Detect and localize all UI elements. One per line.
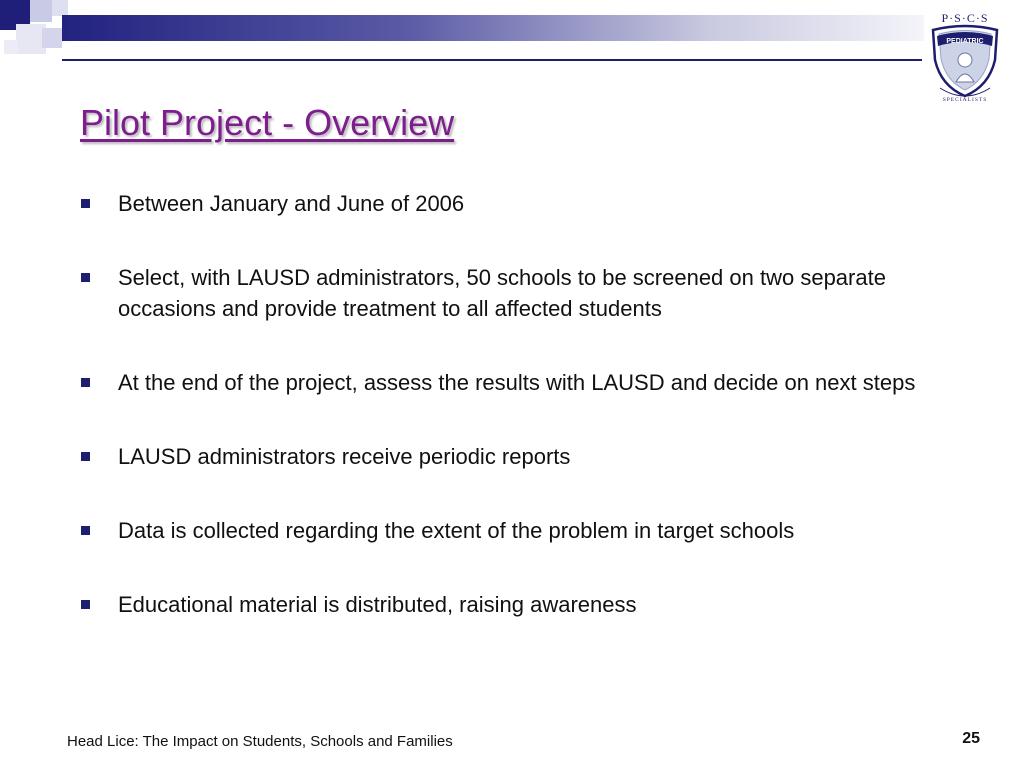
decor-square [52, 0, 68, 16]
list-item [80, 589, 940, 620]
logo-top-text: P·S·C·S [941, 11, 989, 25]
decor-square [4, 40, 18, 54]
footer-text: Head Lice: The Impact on Students, Schools and Families [67, 733, 453, 750]
decor-square [42, 28, 62, 48]
square-bullet-icon [81, 378, 90, 387]
list-item [80, 367, 940, 398]
list-item [80, 188, 940, 219]
list-item [80, 441, 940, 472]
list-item [80, 262, 940, 324]
square-bullet-icon [81, 526, 90, 535]
header-rule [62, 59, 922, 61]
decor-square [30, 0, 52, 22]
page-title: Pilot Project - Overview [80, 102, 455, 143]
bullet-text: At the end of the project, assess the results with LAUSD and decide on next steps [118, 370, 916, 395]
bullet-list [80, 188, 940, 663]
bullet-text: Select, with LAUSD administrators, 50 schools to be screened on two separate occasions and provide treatment to all affected students [118, 265, 886, 321]
logo-banner-text: PEDIATRIC [946, 38, 984, 45]
square-bullet-icon [81, 199, 90, 208]
bullet-text: LAUSD administrators receive periodic reports [118, 444, 571, 469]
square-bullet-icon [81, 600, 90, 609]
bullet-text: Educational material is distributed, raising awareness [118, 592, 637, 617]
pscs-shield-logo-icon [922, 8, 1008, 104]
header-gradient-band [62, 15, 924, 41]
square-bullet-icon [81, 452, 90, 461]
page-number: 25 [962, 730, 980, 747]
bullet-text: Data is collected regarding the extent of the problem in target schools [118, 518, 795, 543]
list-item [80, 515, 940, 546]
square-bullet-icon [81, 273, 90, 282]
logo-bottom-text: SPECIALISTS [942, 97, 988, 103]
bullet-text: Between January and June of 2006 [118, 191, 465, 216]
